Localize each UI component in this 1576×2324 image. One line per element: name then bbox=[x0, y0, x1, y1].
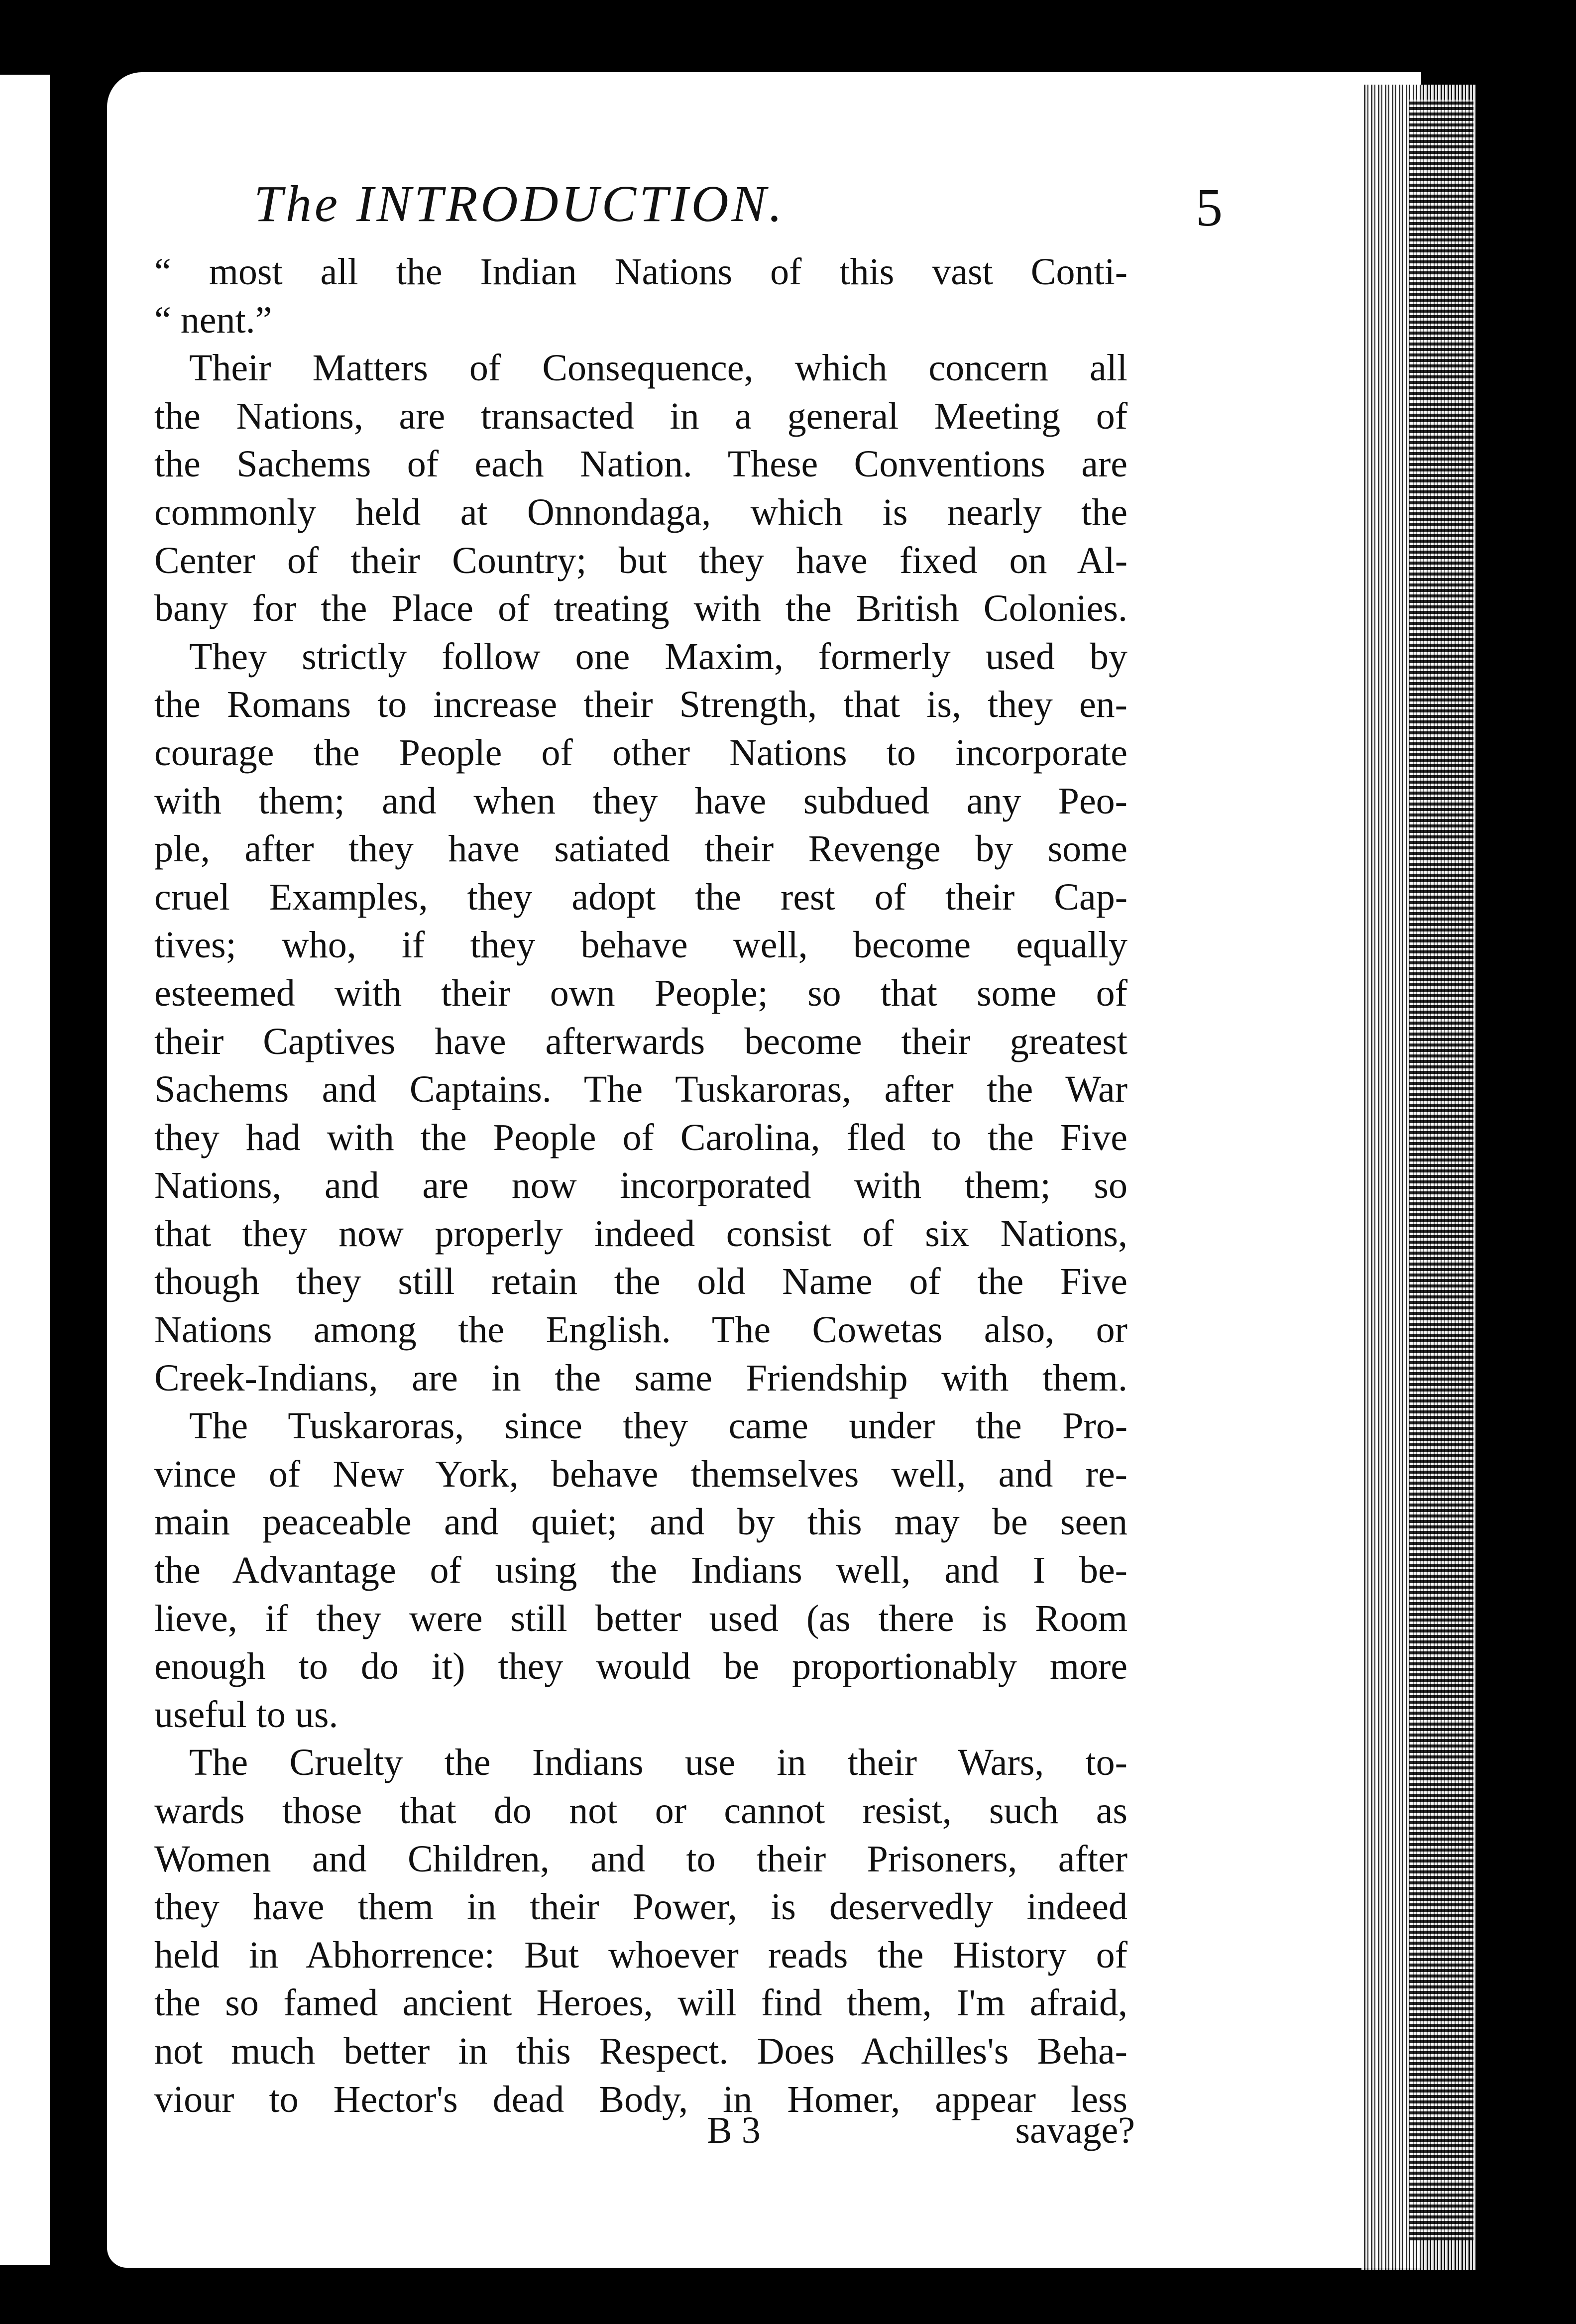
text-line: Nations among the English. The Cowetas also, or bbox=[154, 1309, 1127, 1351]
text-line: the Sachems of each Nation. These Conventions are bbox=[154, 443, 1127, 485]
text-line: ple, after they have satiated their Revenge by some bbox=[154, 828, 1127, 870]
text-line: The Cruelty the Indians use in their Wars, to- bbox=[189, 1742, 1127, 1784]
page-number: 5 bbox=[1196, 178, 1223, 237]
text-line: they have them in their Power, is deservedly indeed bbox=[154, 1886, 1127, 1928]
text-line: Creek-Indians, are in the same Friendship with them. bbox=[154, 1357, 1127, 1399]
catchword: savage? bbox=[1015, 2109, 1135, 2151]
text-line: bany for the Place of treating with the British Colonies. bbox=[154, 587, 1127, 630]
text-line: that they now properly indeed consist of six Nations, bbox=[154, 1212, 1127, 1255]
left-scan-margin bbox=[0, 75, 50, 2265]
text-line: commonly held at Onnondaga, which is nearly the bbox=[154, 491, 1127, 533]
page-body-text bbox=[154, 248, 1127, 2123]
text-line: held in Abhorrence: But whoever reads the History of bbox=[154, 1934, 1127, 1976]
text-line: viour to Hector's dead Body, in Homer, appear less bbox=[154, 2078, 1127, 2120]
text-line: They strictly follow one Maxim, formerly used by bbox=[189, 635, 1127, 678]
page-edge-texture bbox=[1409, 100, 1473, 2240]
text-line: lieve, if they were still better used (as there is Room bbox=[154, 1597, 1127, 1639]
text-line: the Nations, are transacted in a general Meeting of bbox=[154, 395, 1127, 437]
text-line: main peaceable and quiet; and by this may be seen bbox=[154, 1501, 1127, 1543]
text-line: the Advantage of using the Indians well, and I be- bbox=[154, 1549, 1127, 1592]
running-header bbox=[254, 174, 1249, 244]
text-line: their Captives have afterwards become their greatest bbox=[154, 1020, 1127, 1062]
text-line: tives; who, if they behave well, become equally bbox=[154, 924, 1127, 966]
text-line: they had with the People of Carolina, fled to the Five bbox=[154, 1116, 1127, 1159]
text-line: cruel Examples, they adopt the rest of their Cap- bbox=[154, 876, 1127, 918]
page-footer bbox=[707, 2109, 1135, 2164]
text-line: “ nent.” bbox=[154, 299, 272, 341]
text-line: Their Matters of Consequence, which concern all bbox=[189, 347, 1127, 389]
text-line: though they still retain the old Name of the Five bbox=[154, 1261, 1127, 1303]
text-line: Nations, and are now incorporated with them; so bbox=[154, 1164, 1127, 1207]
text-line: “ most all the Indian Nations of this vast Conti- bbox=[154, 251, 1127, 293]
text-line: The Tuskaroras, since they came under the Pro- bbox=[189, 1405, 1127, 1447]
text-line: useful to us. bbox=[154, 1693, 338, 1736]
text-line: the Romans to increase their Strength, that is, they en- bbox=[154, 684, 1127, 726]
text-line: Center of their Country; but they have fixed on Al- bbox=[154, 539, 1127, 581]
text-line: esteemed with their own People; so that some of bbox=[154, 972, 1127, 1014]
signature-mark: B 3 bbox=[707, 2109, 761, 2151]
text-line: with them; and when they have subdued any Peo- bbox=[154, 780, 1127, 822]
text-line: Women and Children, and to their Prisoners, after bbox=[154, 1838, 1127, 1880]
text-line: wards those that do not or cannot resist, such as bbox=[154, 1790, 1127, 1832]
text-line: courage the People of other Nations to incorporate bbox=[154, 731, 1127, 774]
text-line: enough to do it) they would be proportionably more bbox=[154, 1645, 1127, 1688]
text-line: not much better in this Respect. Does Achilles's Beha- bbox=[154, 2030, 1127, 2072]
text-line: the so famed ancient Heroes, will find them, I'm afraid, bbox=[154, 1982, 1127, 2024]
text-line: Sachems and Captains. The Tuskaroras, after the War bbox=[154, 1068, 1127, 1111]
text-line: vince of New York, behave themselves well, and re- bbox=[154, 1453, 1127, 1495]
running-title: The INTRODUCTION. bbox=[254, 175, 785, 232]
